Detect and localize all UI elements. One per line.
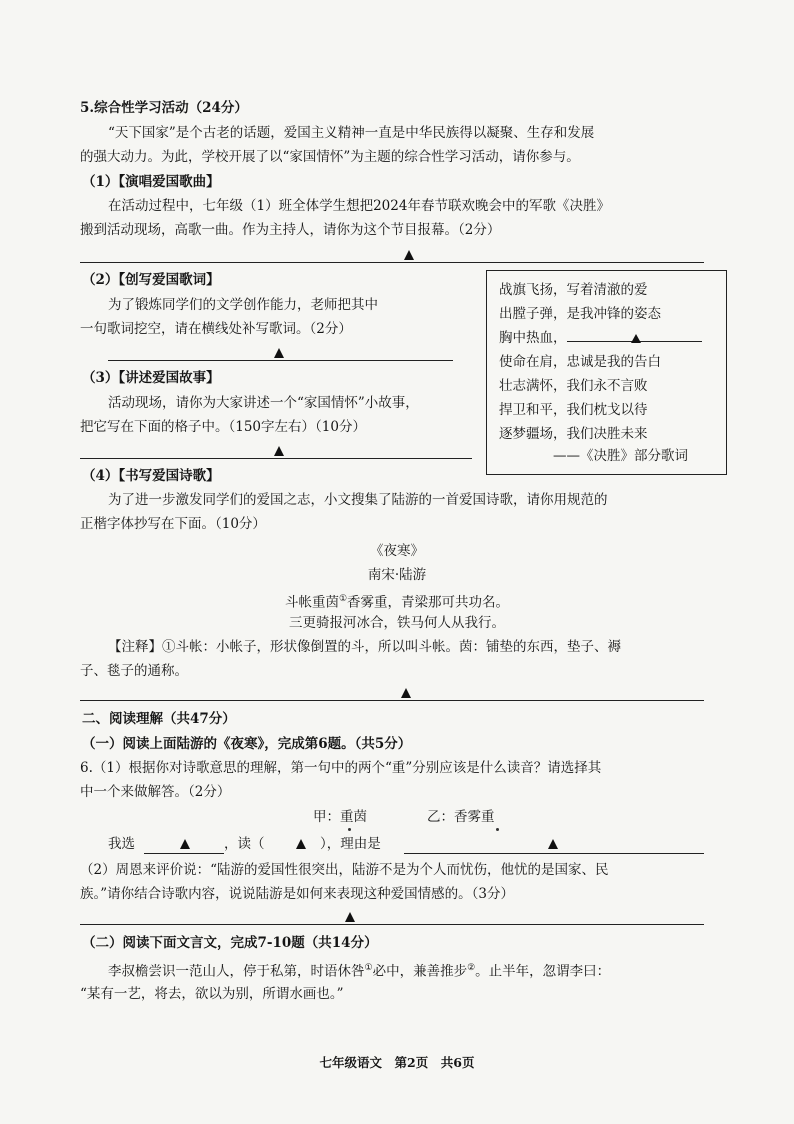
- poem-title: 《夜寒》: [370, 543, 424, 559]
- answer-marker-triangle: [548, 839, 558, 849]
- q5-part2-title: （2）【创写爱国歌词】: [82, 272, 220, 288]
- classical-text-part: 李叔檐尝识一范山人，停于私第，时语休咎: [108, 963, 365, 980]
- poem-line-1b: 香雾重，青梁那可共功名。: [347, 594, 510, 611]
- choice-blank-field[interactable]: [144, 853, 224, 854]
- answer-reason-label: ），理由是: [320, 836, 381, 852]
- q5-intro-line2: 的强大动力。为此，学校开展了以“家国情怀”为主题的综合性学习活动，请你参与。: [80, 149, 580, 165]
- lyric-line: 战旗飞扬，写着清澈的爱: [499, 282, 648, 298]
- lyric-source: ——《决胜》部分歌词: [553, 448, 688, 464]
- q5-part4-line1: 为了进一步激发同学们的爱国之志，小文搜集了陆游的一首爱国诗歌，请你用规范的: [108, 492, 608, 508]
- answer-marker-triangle: [274, 348, 284, 358]
- lyric-line: 壮志满怀，我们永不言败: [499, 378, 648, 394]
- q5-part2-line1: 为了锻炼同学们的文学创作能力，老师把其中: [108, 297, 378, 313]
- poem-line-1a: 斗帐重茵: [284, 594, 339, 611]
- emphasis-dot: [348, 828, 351, 831]
- classical-text-line2: “某有一艺，将去，欲以为别，所谓水画也。”: [80, 986, 344, 1002]
- q5-part3-line1: 活动现场，请你为大家讲述一个“家国情怀”小故事，: [108, 395, 419, 411]
- q5-intro-line1: “天下国家”是个古老的话题，爱国主义精神一直是中华民族得以凝聚、生存和发展: [108, 125, 595, 141]
- lyric-line: 逐梦疆场，我们决胜未来: [499, 426, 648, 442]
- poem-author: 南宋·陆游: [367, 567, 427, 583]
- answer-marker-triangle: [345, 912, 355, 922]
- page-footer: 七年级语文 第2页 共6页: [319, 1055, 475, 1070]
- q6-line1: 6.（1）根据你对诗歌意思的理解，第一句中的两个“重”分别应该是什么读音？请选择其: [80, 760, 602, 776]
- q5-part1-line1: 在活动过程中，七年级（1）班全体学生想把2024年春节联欢晚会中的军歌《决胜》: [108, 198, 610, 214]
- answer-line-3[interactable]: [80, 458, 472, 459]
- q6-2-line2: 族。”请你结合诗歌内容，说说陆游是如何来表现这种爱国情感的。（3分）: [80, 886, 514, 902]
- emphasis-dot: [496, 828, 499, 831]
- classical-text-part: 。止半年，忽谓李曰：: [475, 963, 611, 980]
- q6-2-line1: （2）周恩来评价说：“陆游的爱国性很突出，陆游不是为个人而忧伤，他忧的是国家、民: [80, 862, 609, 878]
- answer-marker-triangle: [401, 688, 411, 698]
- q5-part2-line2: 一句歌词挖空，请在横线处补写歌词。（2分）: [80, 321, 352, 337]
- lyric-line-with-blank: [499, 329, 702, 347]
- answer-line-2[interactable]: [108, 360, 453, 361]
- q5-part3-title: （3）【讲述爱国故事】: [82, 370, 220, 386]
- classical-text-line1: [108, 959, 610, 981]
- poem-note-line2: 子、毯子的通称。: [80, 663, 188, 679]
- lyric-line: 出膛子弹，是我冲锋的姿态: [499, 306, 661, 322]
- answer-line-5[interactable]: [80, 924, 704, 925]
- q5-part4-line2: 正楷字体抄写在下面。（10分）: [80, 516, 266, 532]
- lyric-line: 捍卫和平，我们枕戈以待: [499, 402, 648, 418]
- footnote-mark: ①: [338, 594, 348, 604]
- answer-marker-triangle: [296, 839, 306, 849]
- section2-sub1: （一）阅读上面陆游的《夜寒》，完成第6题。（共5分）: [82, 736, 412, 752]
- answer-prefix: 我选: [108, 836, 135, 852]
- option-a: 甲：重茵: [313, 809, 367, 825]
- answer-line-4[interactable]: [80, 700, 704, 701]
- q5-part4-title: （4）【书写爱国诗歌】: [82, 468, 220, 484]
- section2-sub2: （二）阅读下面文言文，完成7-10题（共14分）: [82, 935, 378, 951]
- q5-part3-line2: 把它写在下面的格子中。（150字左右）（10分）: [80, 419, 366, 435]
- footnote-mark: ②: [467, 963, 476, 973]
- answer-read-label: ，读（: [224, 836, 265, 852]
- reason-blank-field[interactable]: [404, 853, 704, 854]
- footnote-mark: ①: [364, 963, 373, 973]
- answer-marker-triangle: [274, 446, 284, 456]
- poem-line-1: [0, 590, 794, 612]
- section2-title: 二、阅读理解（共47分）: [82, 711, 236, 727]
- q5-title: 5.综合性学习活动（24分）: [80, 100, 248, 116]
- lyric-blank-field[interactable]: [567, 341, 702, 342]
- q5-part1-line2: 搬到活动现场，高歌一曲。作为主持人，请你为这个节目报幕。（2分）: [80, 222, 501, 238]
- classical-text-part: 必中，兼善推步: [372, 963, 468, 980]
- lyric-line: 胸中热血，: [499, 330, 567, 346]
- answer-marker-triangle: [631, 334, 641, 343]
- q5-part1-title: （1）【演唱爱国歌曲】: [82, 174, 220, 190]
- answer-marker-triangle: [404, 250, 414, 260]
- poem-line-2: 三更骑报河冰合，铁马何人从我行。: [289, 615, 505, 631]
- answer-marker-triangle: [180, 839, 190, 849]
- poem-note-line1: 【注释】①斗帐：小帐子，形状像倒置的斗，所以叫斗帐。茵：铺垫的东西，垫子、褥: [108, 639, 621, 655]
- q6-line2: 中一个来做解答。（2分）: [80, 784, 231, 800]
- lyric-line: 使命在肩，忠诚是我的告白: [499, 354, 661, 370]
- answer-line-1[interactable]: [80, 262, 704, 263]
- lyrics-box: [486, 270, 727, 475]
- option-b: 乙：香雾重: [427, 809, 495, 825]
